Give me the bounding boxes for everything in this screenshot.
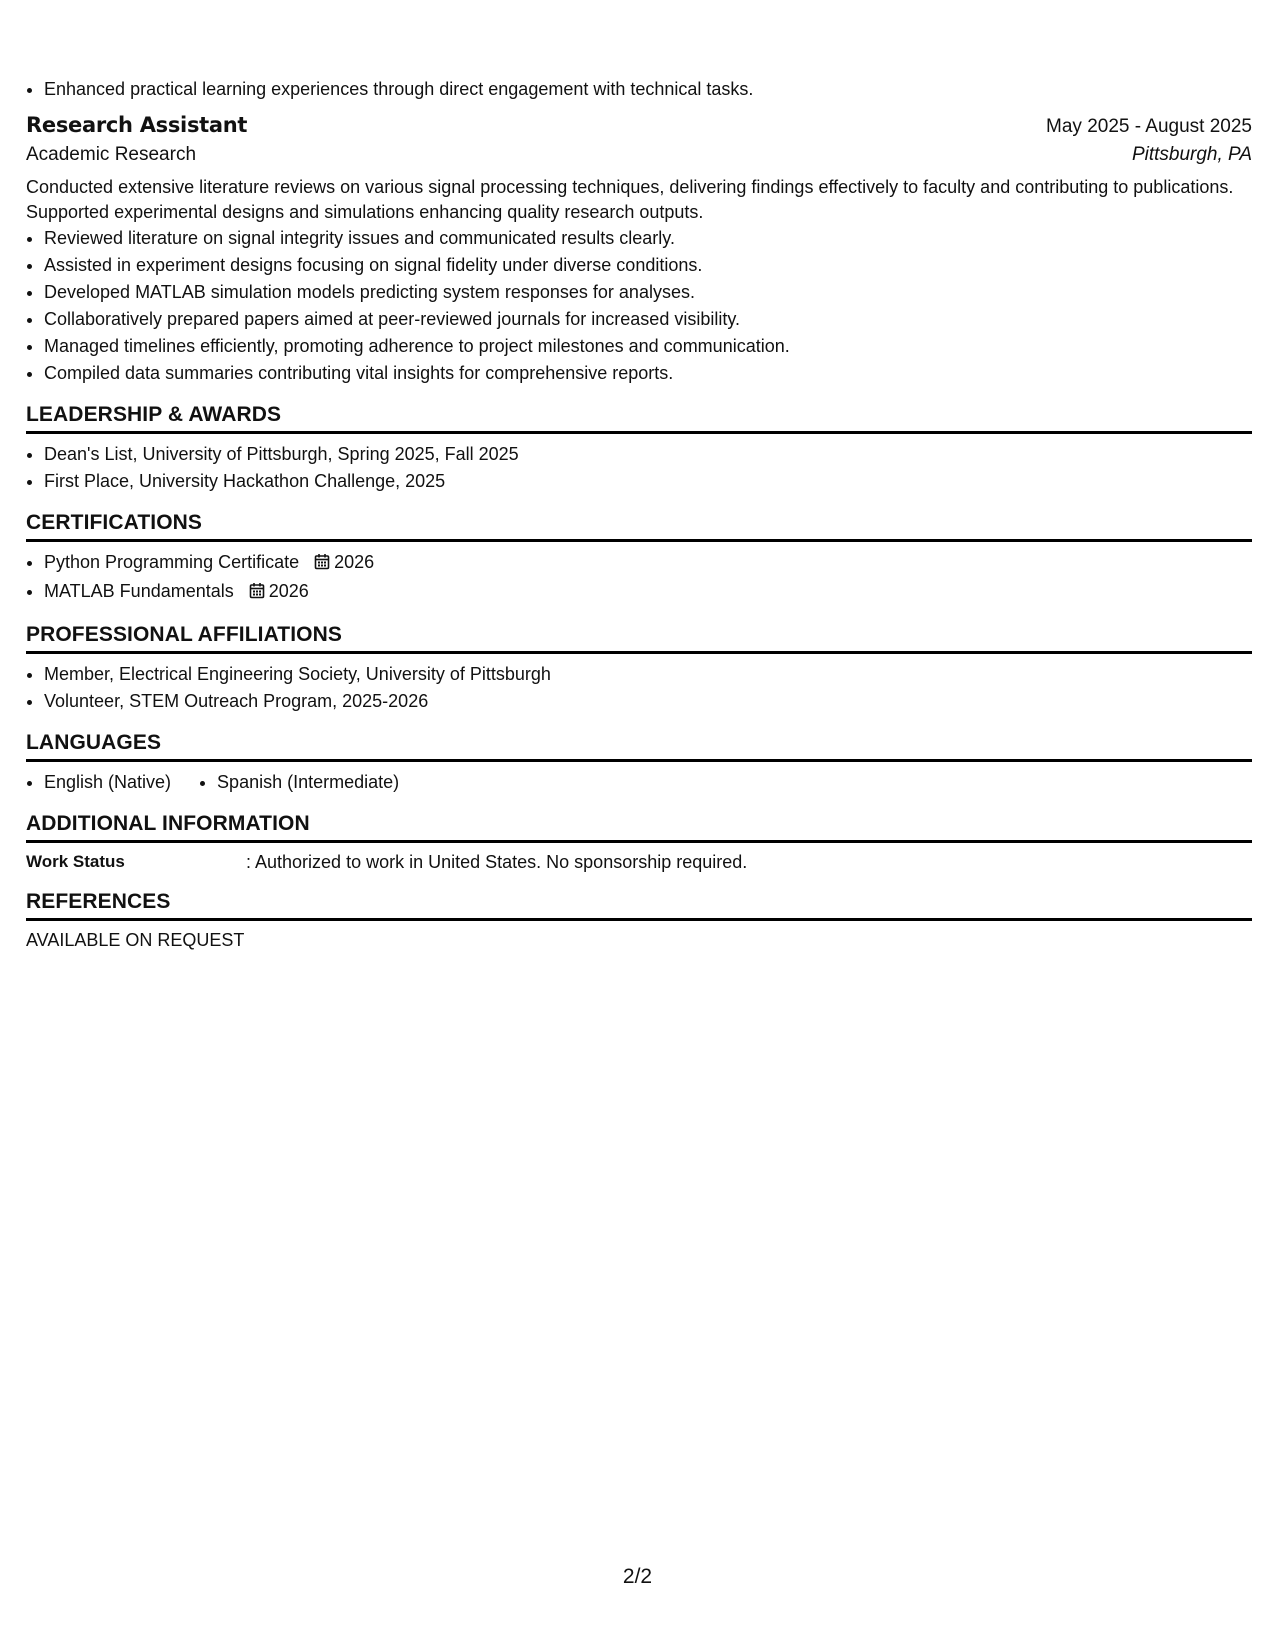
list-item: • Compiled data summaries contributing vital insights for comprehensive reports. bbox=[44, 360, 1252, 387]
languages-list bbox=[26, 769, 1252, 796]
work-status-value: : Authorized to work in United States. No sponsorship required. bbox=[246, 852, 748, 872]
list-item: • Collaboratively prepared papers aimed at peer-reviewed journals for increased visibility. bbox=[44, 306, 1252, 333]
list-item: • Member, Electrical Engineering Society, University of Pittsburgh bbox=[44, 661, 1252, 688]
section-title: ADDITIONAL INFORMATION bbox=[26, 812, 1252, 843]
job-bullets bbox=[26, 225, 1252, 387]
list-item: • Volunteer, STEM Outreach Program, 2025-2026 bbox=[44, 688, 1252, 715]
certifications-list bbox=[26, 549, 1252, 607]
page-number: 2/2 bbox=[622, 1565, 653, 1588]
leadership-section bbox=[26, 403, 1252, 495]
calendar-icon bbox=[314, 551, 330, 578]
list-item: • Enhanced practical learning experiences through direct engagement with technical tasks. bbox=[44, 76, 1252, 103]
affiliations-list bbox=[26, 661, 1252, 715]
list-item: • Developed MATLAB simulation models predicting system responses for analyses. bbox=[44, 279, 1252, 306]
languages-section bbox=[26, 731, 1252, 796]
references-text: AVAILABLE ON REQUEST bbox=[26, 930, 245, 950]
list-item: • Reviewed literature on signal integrity issues and communicated results clearly. bbox=[44, 225, 1252, 252]
list-item: • Assisted in experiment designs focusing on signal fidelity under diverse conditions. bbox=[44, 252, 1252, 279]
certification-name: Python Programming Certificate bbox=[44, 552, 300, 572]
calendar-icon bbox=[249, 580, 265, 607]
list-item: • First Place, University Hackathon Challenge, 2025 bbox=[44, 468, 1252, 495]
previous-job-bullets bbox=[26, 76, 1252, 103]
job-organization: Academic Research bbox=[26, 144, 197, 165]
section-title: REFERENCES bbox=[26, 890, 1252, 921]
resume-page bbox=[26, 76, 1252, 952]
references-section bbox=[26, 890, 1252, 952]
leadership-list bbox=[26, 441, 1252, 495]
section-title: LEADERSHIP & AWARDS bbox=[26, 403, 1252, 434]
section-title: LANGUAGES bbox=[26, 731, 1252, 762]
additional-info-section bbox=[26, 812, 1252, 874]
list-item: • Managed timelines efficiently, promoting adherence to project milestones and communication. bbox=[44, 333, 1252, 360]
certification-year: 2026 bbox=[334, 552, 375, 572]
certification-year: 2026 bbox=[268, 581, 309, 601]
job-header bbox=[26, 113, 1252, 138]
section-title: CERTIFICATIONS bbox=[26, 511, 1252, 542]
certification-name: MATLAB Fundamentals bbox=[44, 581, 234, 601]
work-status-label: Work Status bbox=[26, 852, 125, 871]
certifications-section bbox=[26, 511, 1252, 607]
list-item: • English (Native) bbox=[44, 769, 171, 796]
job-location: Pittsburgh, PA bbox=[1131, 144, 1252, 165]
work-status-row bbox=[26, 850, 1252, 874]
list-item bbox=[44, 549, 1252, 578]
list-item: • Spanish (Intermediate) bbox=[217, 769, 399, 796]
list-item bbox=[44, 578, 1252, 607]
job-title: Research Assistant bbox=[26, 113, 248, 137]
section-title: PROFESSIONAL AFFILIATIONS bbox=[26, 623, 1252, 654]
affiliations-section bbox=[26, 623, 1252, 715]
job-description: Conducted extensive literature reviews on various signal processing techniques, delivering findings effectively to faculty and contributing to publications. Supported experimental designs and simulations enhancing quality research outputs. bbox=[26, 177, 1234, 222]
job-entry bbox=[26, 113, 1252, 387]
job-dates: May 2025 - August 2025 bbox=[1046, 116, 1252, 137]
list-item: • Dean's List, University of Pittsburgh, Spring 2025, Fall 2025 bbox=[44, 441, 1252, 468]
job-subheader bbox=[26, 144, 1252, 166]
